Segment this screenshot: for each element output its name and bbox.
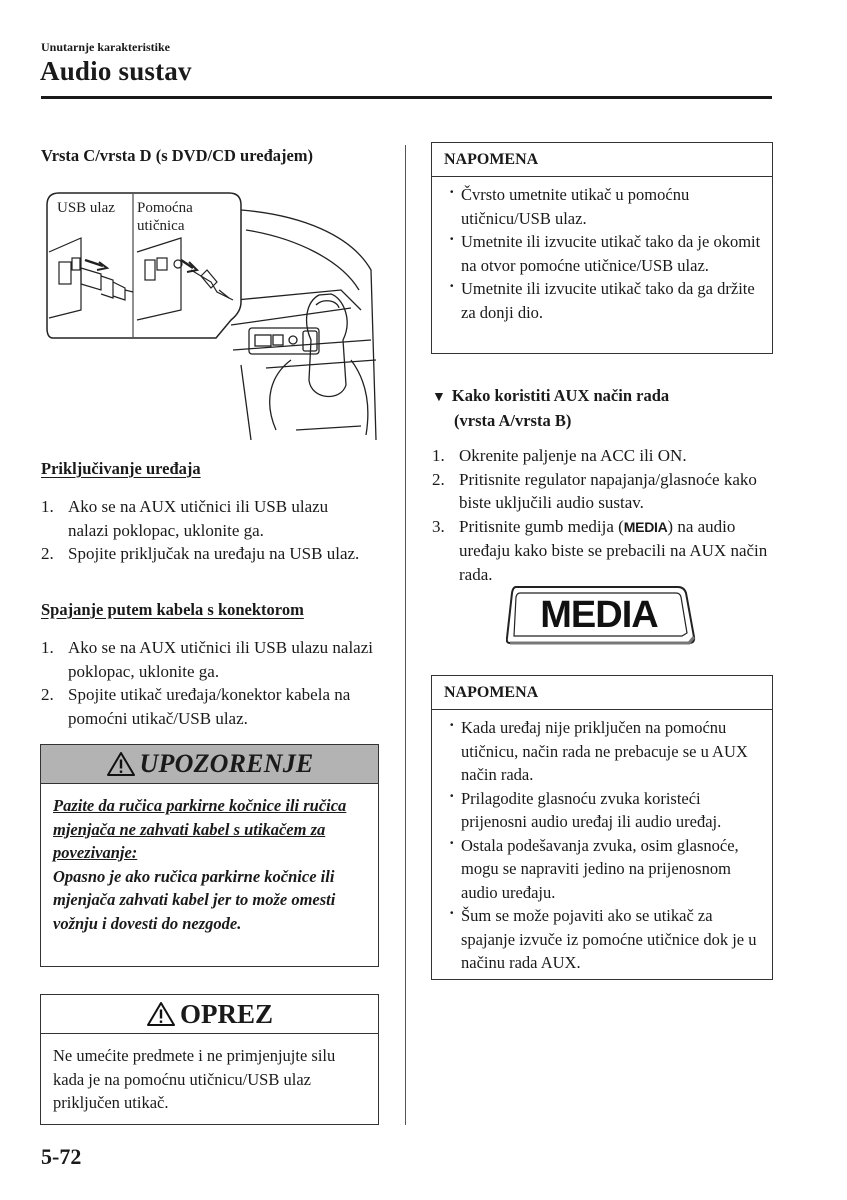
list-item: 2. Spojite utikač uređaja/konektor kabela na pomoćni utikač/USB ulaz. (41, 685, 351, 728)
list-item: 1. Ako se na AUX utičnici ili USB ulazu nalazi poklopac, uklonite ga. (41, 638, 373, 681)
list-item: · Prilagodite glasnoću zvuka koristeći prijenosni audio uređaj ili audio uređaj. (449, 787, 762, 834)
section-label: Unutarnje karakteristike (41, 40, 170, 54)
aux-steps (432, 444, 774, 586)
cable-steps (41, 636, 376, 730)
warning-text: Pazite da ručica parkirne kočnice ili ručica mjenjača ne zahvati kabel s utikačem za povezivanje: Opasno je ako ručica parkirne kočnice ili mjenjača zahvati kabel jer to može omesti vožnju i dovesti do nezgode. (53, 796, 347, 933)
media-button-graphic (506, 585, 696, 645)
media-inline-label: MEDIA (623, 518, 668, 535)
page-number: 5-72 (41, 1144, 82, 1169)
connecting-heading: Priključivanje uređaja (41, 459, 201, 478)
list-item: · Ostala podešavanja zvuka, osim glasnoće, mogu se napraviti jedino na prijenosnom audio uređaju. (449, 834, 762, 905)
warning-title: UPOZORENJE (139, 749, 314, 778)
usb-aux-illustration (41, 190, 385, 445)
usb-callout-label: USB ulaz (57, 200, 115, 216)
connecting-steps (41, 495, 371, 566)
aux-callout-label-2: utičnica (137, 218, 185, 234)
note-2-title: NAPOMENA (432, 676, 772, 710)
title-divider (41, 96, 772, 99)
list-item: 2. Pritisnite regulator napajanja/glasnoće kako biste uključili audio sustav. (432, 469, 757, 512)
warning-box (40, 744, 379, 967)
aux-heading: ▼ Kako koristiti AUX način rada (vrsta A/vrsta B) (432, 386, 670, 430)
warning-triangle-icon (106, 751, 136, 777)
page-title: Audio sustav (40, 56, 192, 86)
column-divider (405, 145, 406, 1125)
caution-triangle-icon (146, 1001, 176, 1027)
caution-box (40, 994, 379, 1125)
list-item: · Čvrsto umetnite utikač u pomoćnu utičnicu/USB ulaz. (449, 183, 762, 230)
cable-heading: Spajanje putem kabela s konektorom (41, 600, 304, 619)
list-item: 1. Ako se na AUX utičnici ili USB ulazu nalazi poklopac, uklonite ga. (41, 497, 329, 540)
media-button-label: MEDIA (540, 594, 658, 636)
warning-header (41, 745, 378, 784)
note-box-1 (431, 142, 773, 354)
list-item: 3. Pritisnite gumb medija (MEDIA) na audio uređaju kako biste se prebacili na AUX način rada. (432, 516, 768, 584)
list-item: 1. Okrenite paljenje na ACC ili ON. (432, 446, 687, 465)
list-item: · Šum se može pojaviti ako se utikač za spajanje izvuče iz pomoćne utičnice dok je u načinu rada AUX. (449, 904, 762, 975)
list-item: · Umetnite ili izvucite utikač tako da je okomit na otvor pomoćne utičnice/USB ulaz. (449, 230, 762, 277)
caution-title: OPREZ (179, 998, 273, 1029)
figure-heading: Vrsta C/vrsta D (s DVD/CD uređajem) (41, 146, 314, 165)
note-1-title: NAPOMENA (432, 143, 772, 177)
list-item: 2. Spojite priključak na uređaju na USB ulaz. (41, 544, 360, 563)
caution-text: Ne umećite predmete i ne primjenjujte silu kada je na pomoćnu utičnicu/USB ulaz priključen utikač. (53, 1046, 336, 1112)
caution-header (41, 995, 378, 1034)
note-box-2 (431, 675, 773, 980)
triangle-marker-icon: ▼ (432, 390, 446, 405)
list-item: · Umetnite ili izvucite utikač tako da ga držite za donji dio. (449, 277, 762, 324)
list-item: · Kada uređaj nije priključen na pomoćnu utičnicu, način rada ne prebacuje se u AUX način rada. (449, 716, 762, 787)
note-2-list (449, 716, 762, 975)
aux-callout-label-1: Pomoćna (137, 200, 193, 216)
note-1-list (449, 183, 762, 324)
